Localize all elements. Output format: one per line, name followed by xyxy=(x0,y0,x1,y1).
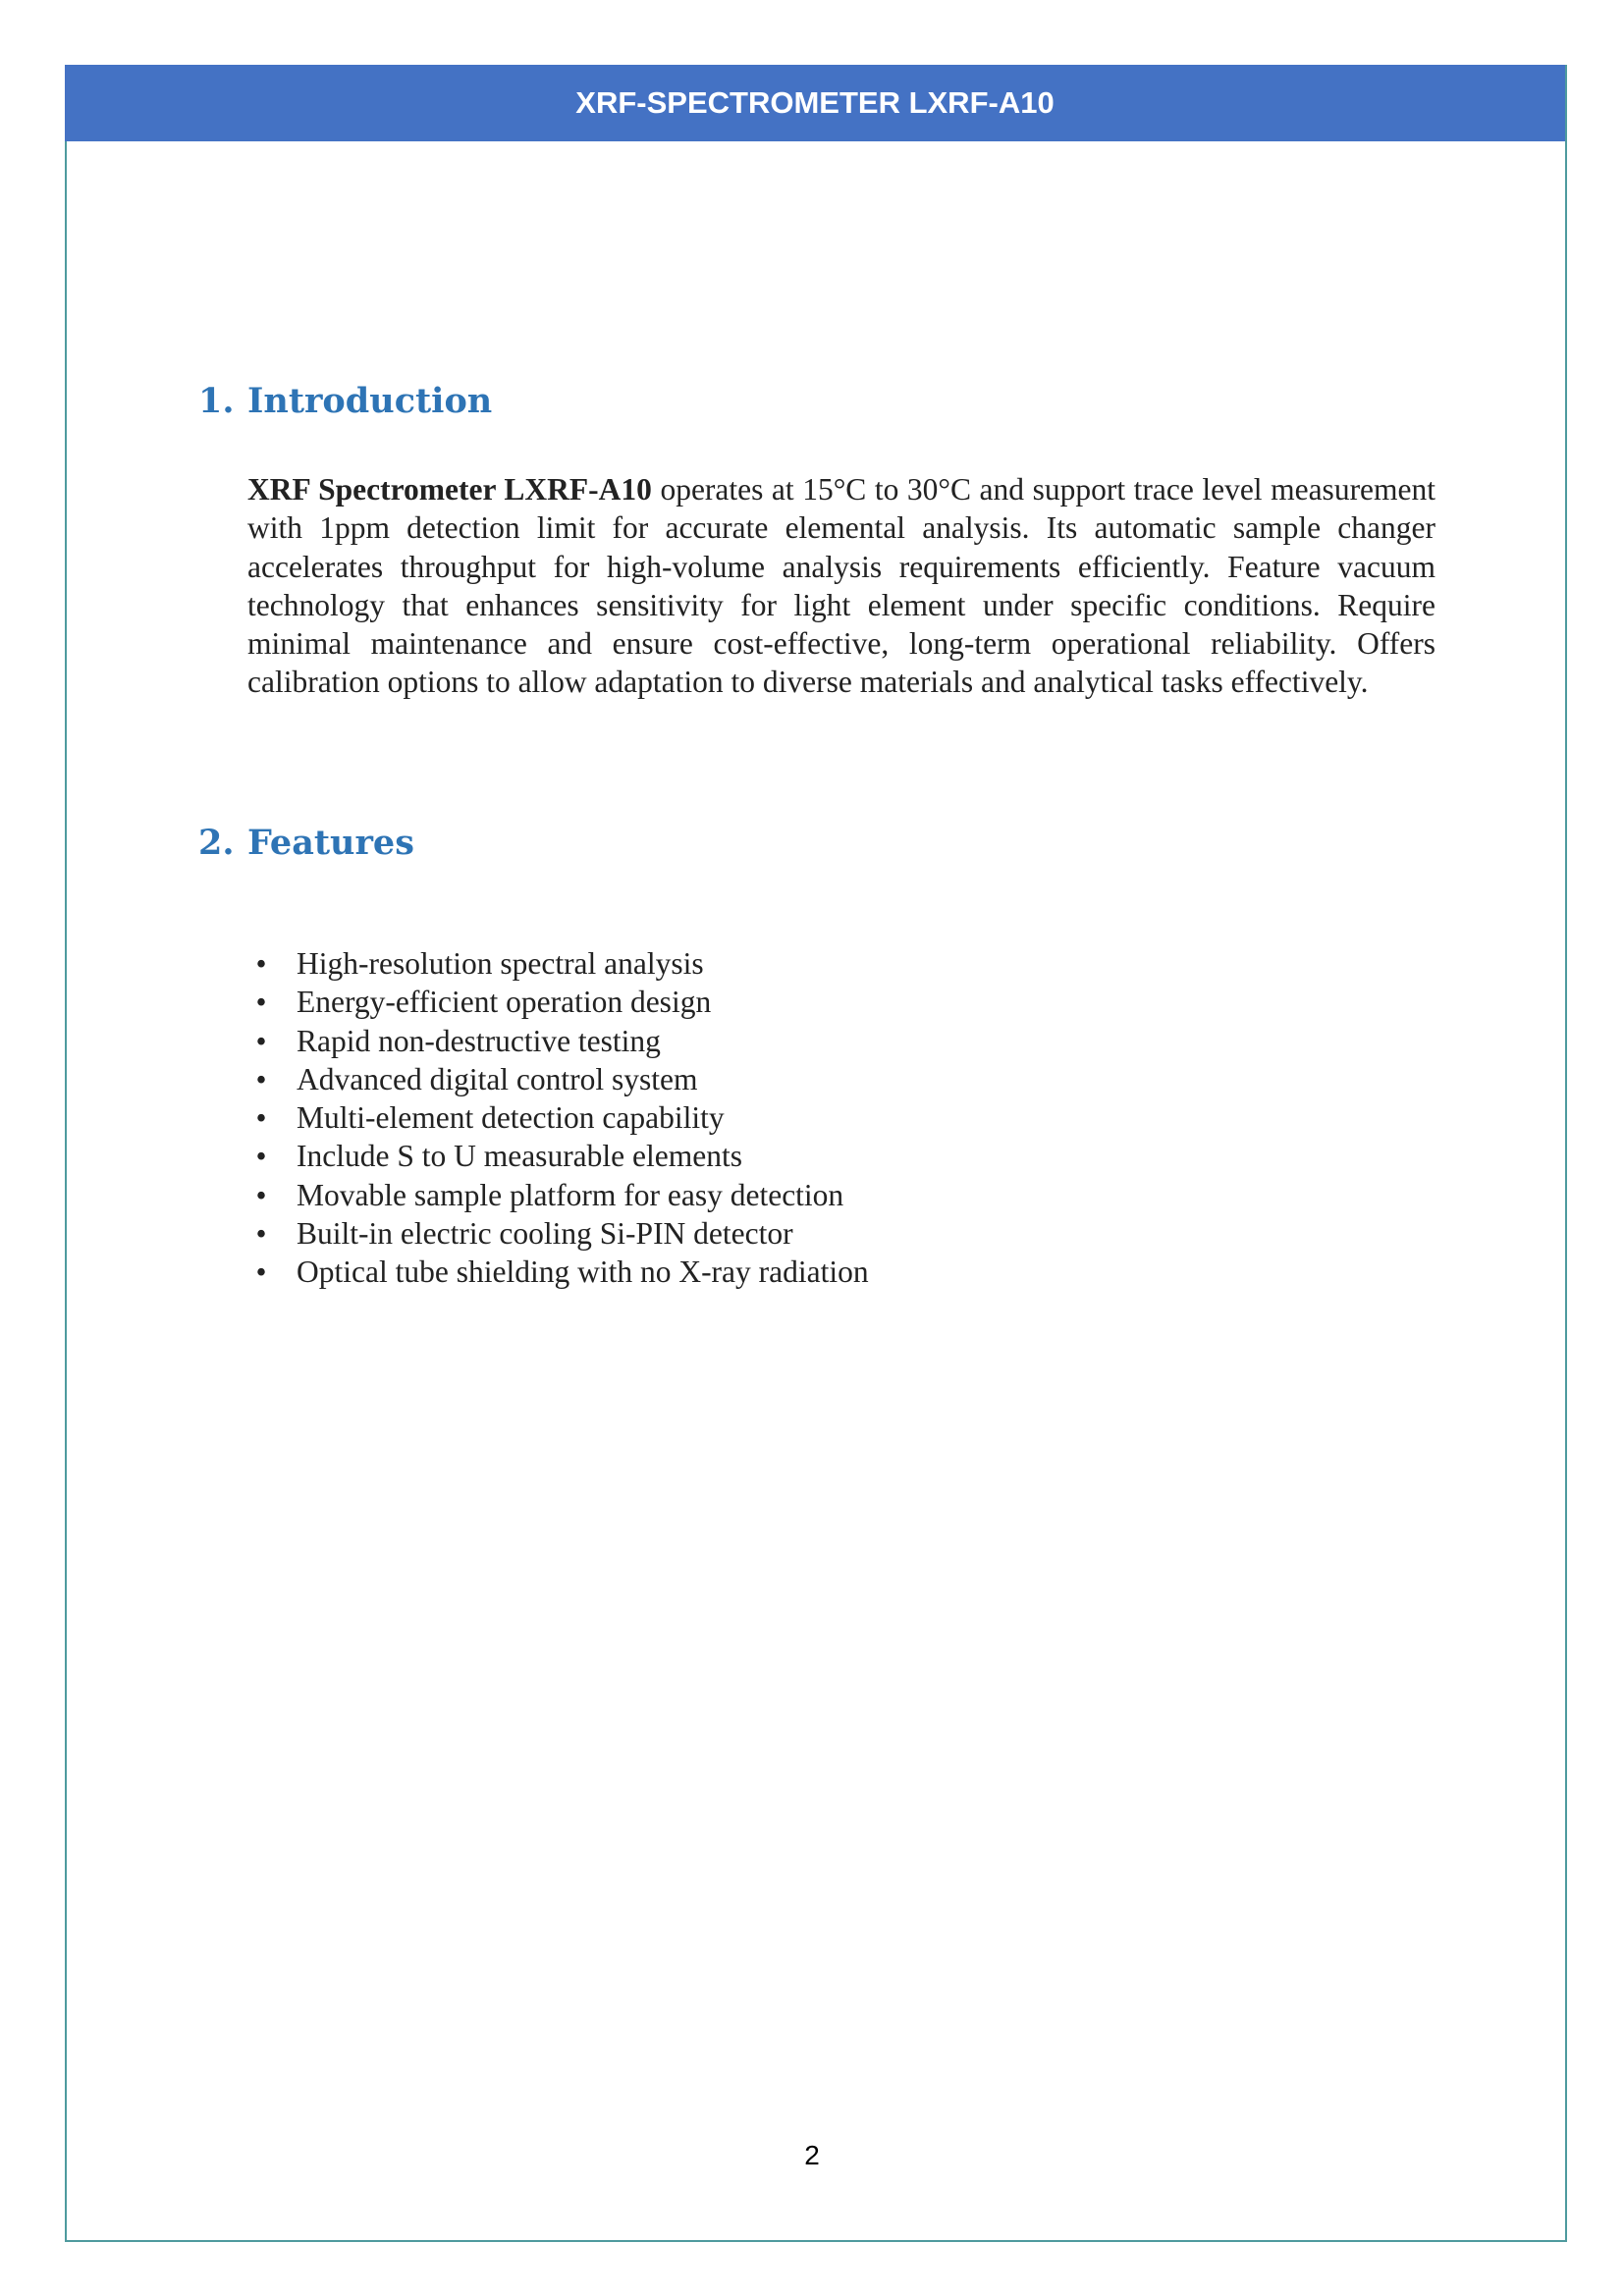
bullet-icon: • xyxy=(255,946,267,981)
introduction-paragraph xyxy=(247,470,1435,702)
feature-text: High-resolution spectral analysis xyxy=(297,946,704,981)
feature-text: Built-in electric cooling Si-PIN detector xyxy=(297,1216,793,1252)
bullet-icon: • xyxy=(255,985,267,1020)
introduction-body: operates at 15°C to 30°C and support trace level measurement with 1ppm detection limit for accurate elemental analysis. Its automatic sample changer accelerates throughput for high-volume analysis requirements efficiently. Feature vacuum technology that enhances sensitivity for light element under specific conditions. Require minimal maintenance and ensure cost-effective, long-term operational reliability. Offers calibration options to allow adaptation to diverse materials and analytical tasks effectively. xyxy=(247,472,1436,700)
introduction-heading xyxy=(198,381,492,421)
features-list xyxy=(247,944,869,1292)
feature-text: Multi-element detection capability xyxy=(297,1100,725,1136)
list-item xyxy=(247,944,869,983)
bullet-icon: • xyxy=(255,1023,267,1058)
list-item xyxy=(247,1060,869,1098)
list-item xyxy=(247,1022,869,1060)
features-heading xyxy=(198,823,414,863)
introduction-heading-text: Introduction xyxy=(247,381,493,421)
list-item xyxy=(247,983,869,1021)
header-bar xyxy=(65,65,1565,141)
feature-text: Advanced digital control system xyxy=(297,1061,698,1096)
list-item xyxy=(247,1137,869,1175)
feature-text: Energy-efficient operation design xyxy=(297,985,712,1020)
page-number: 2 xyxy=(804,2140,820,2170)
list-item xyxy=(247,1214,869,1253)
bullet-icon: • xyxy=(255,1177,267,1212)
document-title: XRF-SPECTROMETER LXRF-A10 xyxy=(575,85,1055,120)
bullet-icon: • xyxy=(255,1139,267,1174)
bullet-icon: • xyxy=(255,1100,267,1136)
bullet-icon: • xyxy=(255,1216,267,1252)
introduction-number: 1. xyxy=(198,381,235,421)
list-item xyxy=(247,1253,869,1291)
bullet-icon: • xyxy=(255,1255,267,1290)
bullet-icon: • xyxy=(255,1061,267,1096)
feature-text: Include S to U measurable elements xyxy=(297,1139,742,1174)
list-item xyxy=(247,1098,869,1137)
list-item xyxy=(247,1176,869,1214)
features-number: 2. xyxy=(198,823,235,863)
feature-text: Movable sample platform for easy detection xyxy=(297,1177,844,1212)
features-heading-text: Features xyxy=(247,823,414,863)
feature-text: Optical tube shielding with no X-ray radiation xyxy=(297,1255,869,1290)
feature-text: Rapid non-destructive testing xyxy=(297,1023,661,1058)
introduction-lead-bold: XRF Spectrometer LXRF-A10 xyxy=(247,472,652,507)
